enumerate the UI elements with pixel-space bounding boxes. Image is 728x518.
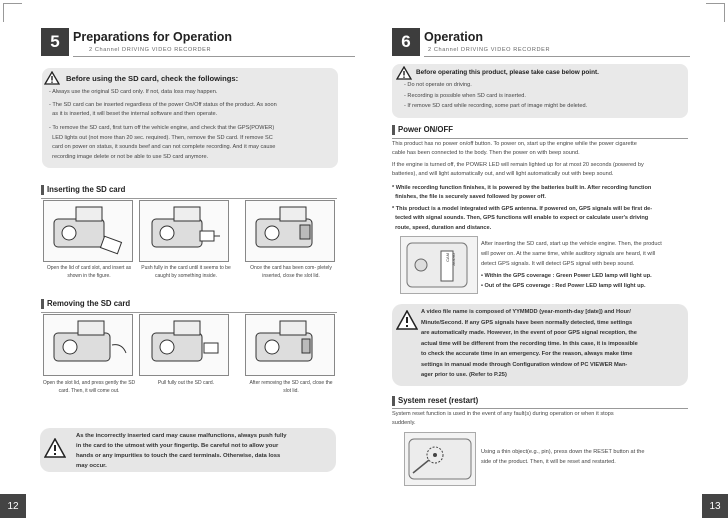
power-note: * While recording function finishes, it is powered by the batteries built in. After recording function xyxy=(392,185,652,191)
reset-text: System reset function is used in the event of any fault(s) during operation or when it stops xyxy=(392,411,614,417)
card-warning-line: in the card to the utmost with your fingertip. Be careful not to allow your xyxy=(76,443,279,449)
filename-warning-line: settings in manual mode through Configuration window of PC VIEWER Man- xyxy=(421,362,628,368)
insert-caption: Open the lid of card slot, and insert as shown in the figure. xyxy=(46,265,132,279)
audio-port-label: AUDIO xyxy=(451,253,456,266)
remove-step-3-illustration xyxy=(245,314,335,376)
divider xyxy=(41,312,337,313)
divider xyxy=(392,408,688,409)
operate-warning-line: - Do not operate on driving. xyxy=(404,82,472,88)
divider xyxy=(424,56,690,57)
power-note: tected with signal sounds. Then, GPS functions will enable to expect or calculate user's driving xyxy=(392,215,649,221)
page-number: 12 xyxy=(0,494,26,518)
section-bar xyxy=(392,396,395,406)
operate-warning-heading: Before operating this product, please take case below point. xyxy=(416,69,599,76)
page-title: Preparations for Operation xyxy=(73,30,233,44)
power-text: cable has been connected to the body. Then the power on with beep sound. xyxy=(392,150,580,156)
gps-text: detect GPS signals. It will detect GPS signal with beep sound. xyxy=(481,261,635,267)
remove-caption: Pull fully out the SD card. xyxy=(157,380,215,386)
sd-warning-line: as it is inserted, it will beset the internal software and then operate. xyxy=(49,111,218,117)
filename-warning-line: A video file name is composed of YYMMDD (year-month-day [date]) and Hour/ xyxy=(421,309,631,315)
power-text: batteries), and will light automatically out, and will light automatically out with beep sound. xyxy=(392,171,614,177)
filename-warning-line: actual time will be different from the recording time. In this case, it is impossible xyxy=(421,341,638,347)
sd-warning-heading: Before using the SD card, check the followings: xyxy=(66,74,239,83)
device-photo xyxy=(400,236,478,294)
filename-warning-line: to check the accurate time in an emergency. For the reason, always make time xyxy=(421,351,633,357)
reset-side-text: Using a thin object(e.g., pin), press down the RESET button at the xyxy=(481,449,645,455)
filename-warning-line: are automatically made. However, in the event of poor GPS signal reception, the xyxy=(421,330,637,336)
card-warning-line: may occur. xyxy=(76,463,107,469)
card-warning-line: As the incorrectly inserted card may cause malfunctions, always push fully xyxy=(76,433,287,439)
sd-warning-line: recording image delete or not be able to use SD card anymore. xyxy=(49,154,209,160)
sd-warning-line: - Always use the original SD card only. If not, data loss may happen. xyxy=(49,89,218,95)
power-note: * This product is a model integrated with GPS antenna. If powered on, GPS signals will be first de- xyxy=(392,206,653,212)
power-note: route, speed, duration and distance. xyxy=(392,225,492,231)
power-text: This product has no power on/off button. To power on, start up the engine while the power cigarette xyxy=(392,141,637,147)
sd-warning-line: - To remove the SD card, first turn off the vehicle engine, and check that the GPS(POWER) xyxy=(49,125,275,131)
section-bar xyxy=(392,125,395,135)
removing-heading: Removing the SD card xyxy=(47,299,131,308)
remove-step-2-illustration xyxy=(139,314,229,376)
section-bar xyxy=(41,299,44,309)
reset-heading: System reset (restart) xyxy=(398,396,479,405)
divider xyxy=(73,56,355,57)
cam-port-label: CAM xyxy=(445,253,450,262)
page-subtitle: 2 Channel DRIVING VIDEO RECORDER xyxy=(89,47,212,53)
insert-caption: Push fully in the card until it seems to be caught by something inside. xyxy=(141,265,231,279)
power-heading: Power ON/OFF xyxy=(398,125,454,134)
reset-photo xyxy=(404,432,476,486)
insert-caption: Once the card has been com- pletely inserted, close the slot lid. xyxy=(250,265,332,279)
remove-caption: Open the slot lid, and press gently the SD card. Then, it will come out. xyxy=(42,380,136,394)
corner-mark xyxy=(706,3,725,22)
section-number: 5 xyxy=(41,28,69,56)
gps-bullet: • Within the GPS coverage : Green Power LED lamp will light up. xyxy=(481,273,652,279)
reset-side-text: side of the product. Then, it will be reset and restarted. xyxy=(481,459,616,465)
warning-icon xyxy=(44,71,60,85)
page-number: 13 xyxy=(702,494,728,518)
insert-step-1-illustration xyxy=(43,200,133,262)
remove-caption: After removing the SD card, close the slot lid. xyxy=(249,380,333,394)
remove-step-1-illustration xyxy=(43,314,133,376)
power-note: finishes, the file is securely saved followed by power off. xyxy=(392,194,546,200)
card-warning-line: hands or any impurities to touch the card terminals. Otherwise, data loss xyxy=(76,453,281,459)
page-title: Operation xyxy=(424,30,484,44)
section-bar xyxy=(41,185,44,195)
sd-warning-line: - The SD card can be inserted regardless of the power On/Off status of the product. As soon xyxy=(49,102,277,108)
operate-warning-line: - If remove SD card while recording, some part of image might be deleted. xyxy=(404,103,588,109)
divider xyxy=(41,198,337,199)
gps-text: After inserting the SD card, start up the vehicle engine. Then, the product xyxy=(481,241,662,247)
filename-warning-line: ager prior to use. (Refer to P.25) xyxy=(421,372,507,378)
reset-text: suddenly. xyxy=(392,420,416,426)
sd-warning-line: card on power on status, it sounds beef and can not complete recording. And it may cause xyxy=(49,144,276,150)
insert-step-2-illustration xyxy=(139,200,229,262)
warning-icon xyxy=(44,438,66,458)
warning-icon xyxy=(396,66,412,80)
gps-text: will power on. At the same time, while auditory signals are heard, it will xyxy=(481,251,656,257)
divider xyxy=(392,138,688,139)
power-text: If the engine is turned off, the POWER LED will remain lighted up for at most 20 seconds (powered by xyxy=(392,162,644,168)
insert-step-3-illustration xyxy=(245,200,335,262)
gps-bullet: • Out of the GPS coverage : Red Power LED lamp will light up. xyxy=(481,283,646,289)
filename-warning-line: Minute/Second. If any GPS signals have been normally detected, time settings xyxy=(421,320,633,326)
operate-warning-line: - Recording is possible when SD card is inserted. xyxy=(404,93,526,99)
section-number: 6 xyxy=(392,28,420,56)
page-subtitle: 2 Channel DRIVING VIDEO RECORDER xyxy=(428,47,551,53)
warning-icon xyxy=(396,310,418,330)
corner-mark xyxy=(3,3,22,22)
sd-warning-line: LED lights out (not more than 20 sec. required). Then, remove the SD card. If remove SC xyxy=(49,135,273,141)
inserting-heading: Inserting the SD card xyxy=(47,185,126,194)
